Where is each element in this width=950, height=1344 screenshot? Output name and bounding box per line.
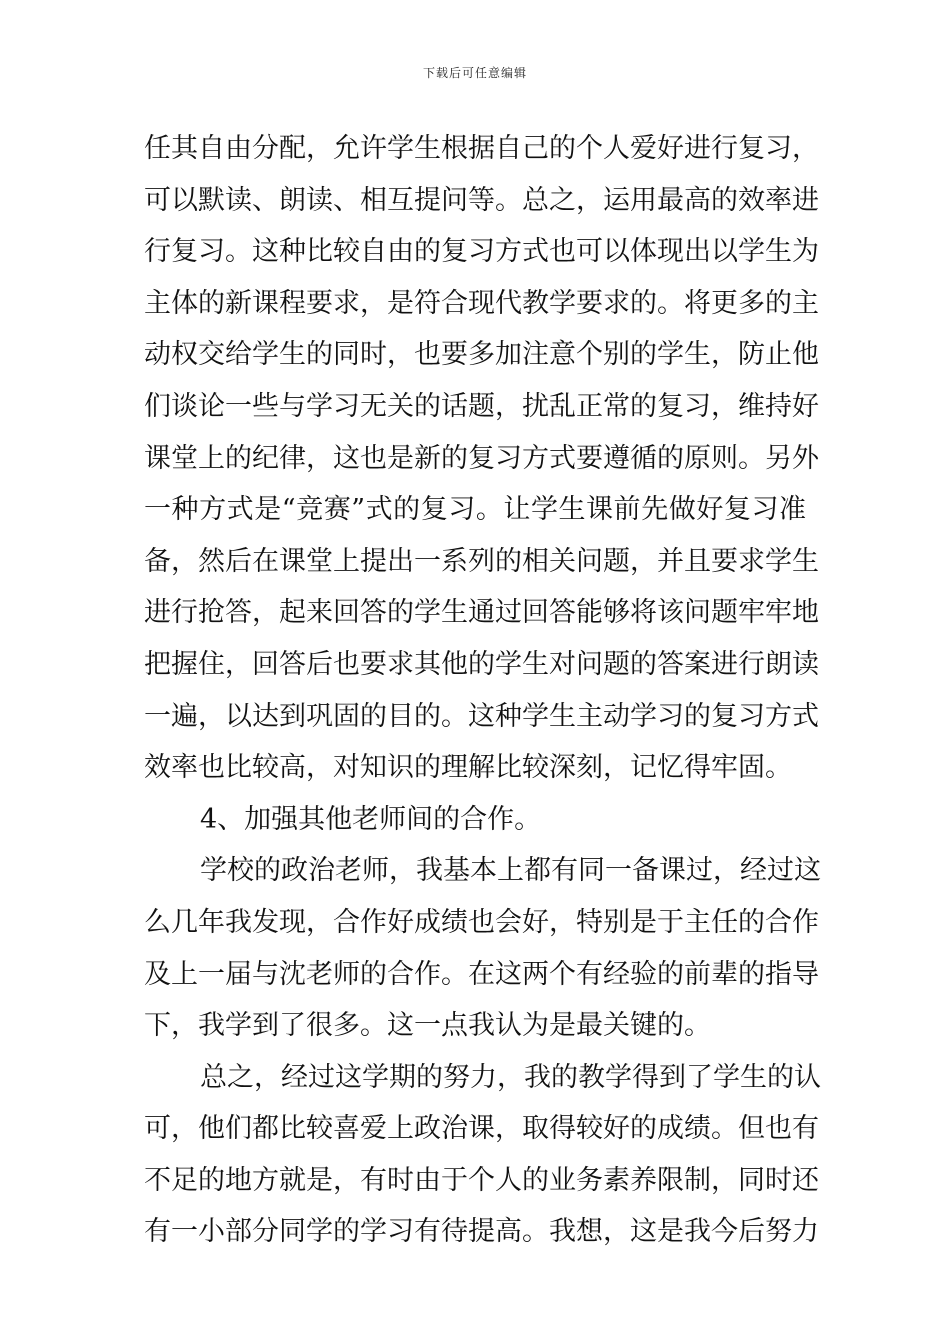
text-line: 下，我学到了很多。这一点我认为是最关键的。 [144,1010,711,1042]
text-line: 么几年我发现，合作好成绩也会好，特别是于主任的合作 [144,906,819,938]
text-line: 们谈论一些与学习无关的话题，扰乱正常的复习，维持好 [144,390,819,422]
text-line: 任其自由分配，允许学生根据自己的个人爱好进行复习， [144,133,819,164]
text-line: 及上一届与沈老师的合作。在这两个有经验的前辈的指导 [144,958,819,990]
text-line: 主体的新课程要求，是符合现代教学要求的。将更多的主 [144,287,819,319]
text-line: 不足的地方就是，有时由于个人的业务素养限制，同时还 [144,1164,819,1196]
text-line: 有一小部分同学的学习有待提高。我想，这是我今后努力 [144,1216,819,1248]
text-line: 一遍，以达到巩固的目的。这种学生主动学习的复习方式 [144,700,819,732]
text-line: 可以默读、朗读、相互提问等。总之，运用最高的效率进 [144,184,819,216]
page-header: 下载后可任意编辑 [422,66,527,80]
text-line: 备，然后在课堂上提出一系列的相关问题，并且要求学生 [144,545,819,577]
text-line: 可，他们都比较喜爱上政治课，取得较好的成绩。但也有 [144,1113,819,1145]
text-line: 动权交给学生的同时，也要多加注意个别的学生，防止他 [144,339,819,371]
text-line: 效率也比较高，对知识的理解比较深刻，记忆得牢固。 [144,752,792,784]
text-line: 4、加强其他老师间的合作。 [200,803,542,835]
text-line: 学校的政治老师，我基本上都有同一备课过，经过这 [200,855,821,887]
document-body [144,128,821,1263]
text-line: 总之，经过这学期的努力，我的教学得到了学生的认 [200,1061,821,1093]
text-line: 课堂上的纪律，这也是新的复习方式要遵循的原则。另外 [144,442,819,474]
text-line: 行复习。这种比较自由的复习方式也可以体现出以学生为 [144,236,819,268]
text-line: 把握住，回答后也要求其他的学生对问题的答案进行朗读 [144,648,819,680]
text-line: 进行抢答，起来回答的学生通过回答能够将该问题牢牢地 [144,597,819,629]
text-line: 一种方式是“竞赛”式的复习。让学生课前先做好复习准 [144,494,806,526]
